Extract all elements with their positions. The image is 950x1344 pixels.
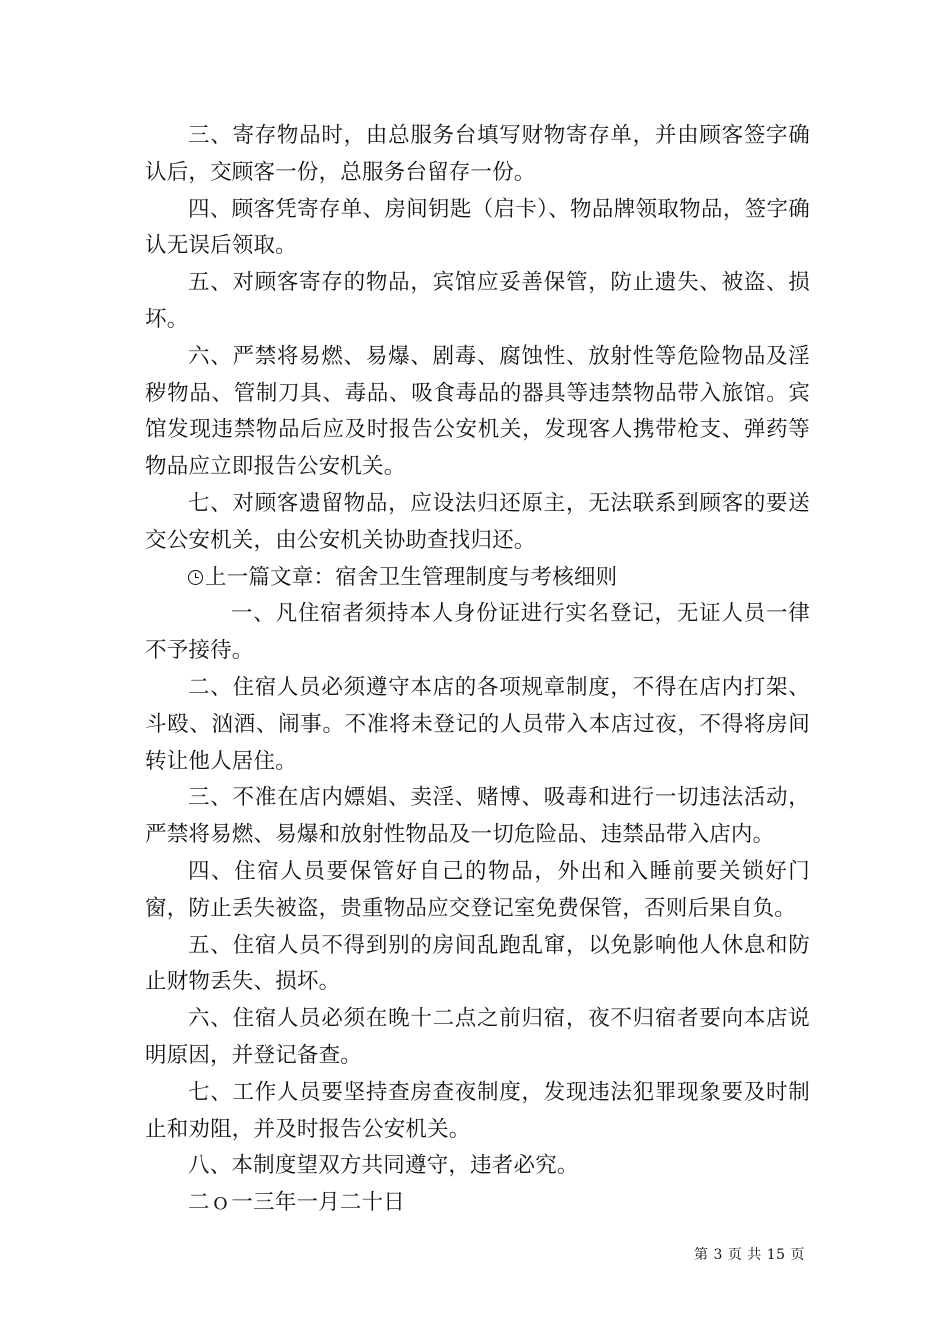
document-date: 二ｏ一三年一月二十日 [188, 1190, 406, 1216]
document-body [145, 118, 810, 1222]
rule-item: 六、住宿人员必须在晚十二点之前归宿，夜不归宿者要向本店说明原因，并登记备查。 [145, 1006, 810, 1068]
paragraph-lost-items: 七、对顾客遗留物品，应设法归还原主，无法联系到顾客的要送交公安机关，由公安机关协助查找归还。 [145, 490, 810, 553]
page-number: 第 3 页 共 15 页 [694, 1247, 805, 1263]
paragraph-claim-items: 四、顾客凭寄存单、房间钥匙（启卡）、物品牌领取物品，签字确认无误后领取。 [145, 196, 810, 259]
prev-article-link[interactable] [145, 560, 810, 597]
prev-article-label[interactable]: 上一篇文章：宿舍卫生管理制度与考核细则 [205, 564, 618, 590]
rule-item: 三、不准在店内嫖娼、卖淫、赌博、吸毒和进行一切违法活动，严禁将易燃、易爆和放射性物品及一切危险品、违禁品带入店内。 [145, 785, 810, 848]
rule-item: 八、本制度望双方共同遵守，违者必究。 [188, 1153, 579, 1179]
rule-item: 一、凡住宿者须持本人身份证进行实名登记，无证人员一律不予接待。 [145, 601, 810, 664]
paragraph-prohibited-items: 六、严禁将易燃、易爆、剧毒、腐蚀性、放射性等危险物品及淫秽物品、管制刀具、毒品、吸食毒品的器具等违禁物品带入旅馆。宾馆发现违禁物品后应及时报告公安机关，发现客人携带枪支、弹药等物品应立即报告公安机关。 [145, 343, 810, 480]
paragraph-deposit-form: 三、寄存物品时，由总服务台填写财物寄存单，并由顾客签字确认后，交顾客一份，总服务台留存一份。 [145, 123, 810, 185]
rule-item: 四、住宿人员要保管好自己的物品，外出和入睡前要关锁好门窗，防止丢失被盗，贵重物品应交登记室免费保管，否则后果自负。 [145, 858, 810, 921]
rule-item: 二、住宿人员必须遵守本店的各项规章制度，不得在店内打架、斗殴、汹酒、闹事。不准将未登记的人员带入本店过夜，不得将房间转让他人居住。 [145, 674, 810, 774]
paragraph-safekeeping: 五、对顾客寄存的物品，宾馆应妥善保管，防止遗失、被盗、损坏。 [145, 270, 810, 332]
clock-icon [188, 570, 203, 585]
rule-item: 五、住宿人员不得到别的房间乱跑乱窜，以免影响他人休息和防止财物丢失、损坏。 [145, 932, 810, 995]
rule-item: 七、工作人员要坚持查房查夜制度，发现违法犯罪现象要及时制止和劝阻，并及时报告公安机关。 [145, 1079, 810, 1142]
